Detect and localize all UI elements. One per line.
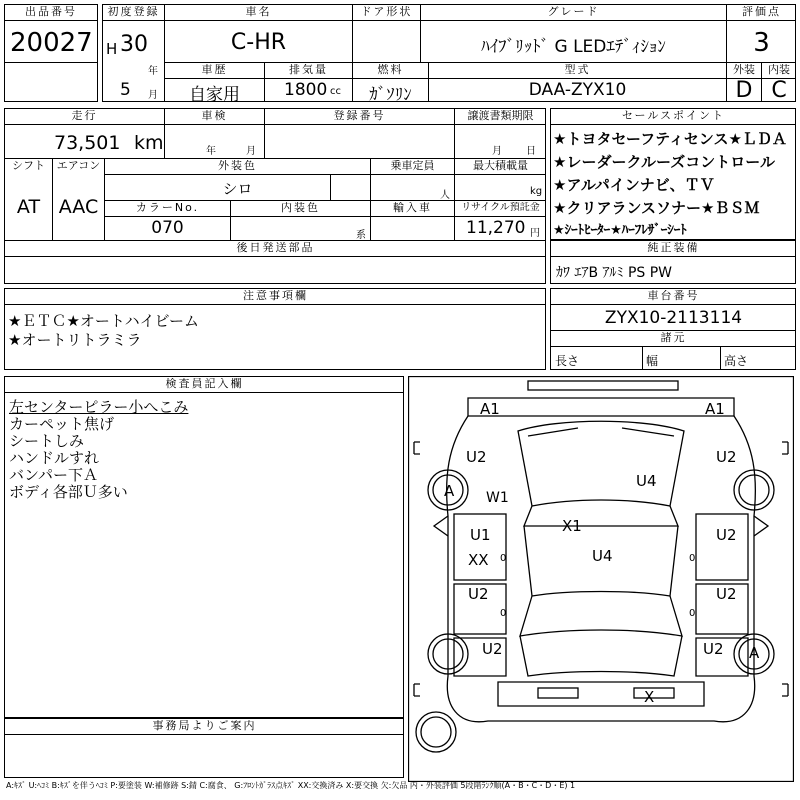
damage-mark: U2 [716, 448, 737, 466]
damage-mark: U1 [470, 526, 491, 544]
type-label: 型式 [564, 64, 591, 76]
damage-mark: U2 [468, 585, 489, 603]
inspector-line: 左センターピラー小へこみ [9, 398, 189, 416]
first-reg-year: 30 [120, 32, 148, 57]
inspector-line: シートしみ [9, 432, 85, 450]
exterior-value: D [735, 78, 753, 103]
intcolor-label: 内装色 [281, 202, 320, 214]
seat-mark: 0 [689, 608, 696, 619]
lot-label: 出品番号 [25, 6, 77, 18]
grade-value: ﾊｲﾌﾞﾘｯﾄﾞ G LEDｴﾃﾞｨｼｮﾝ [481, 37, 666, 57]
inspector-label: 検査員記入欄 [165, 378, 244, 390]
damage-mark: A [444, 482, 455, 500]
color-value: シロ [222, 180, 253, 198]
length-label: 長さ [555, 354, 580, 368]
sales-line: ★トヨタセーフティセンス★ＬＤＡ [553, 130, 787, 148]
model-name: C-HR [230, 30, 287, 55]
ac-label: エアコン [56, 160, 101, 172]
type-value: DAA-ZYX10 [528, 80, 627, 100]
history-value: 自家用 [189, 85, 240, 105]
damage-mark: U2 [703, 640, 724, 658]
inspection-month-unit: 月 [246, 146, 256, 157]
sales-line: ★クリアランスソナー★ＢＳＭ [553, 199, 760, 217]
damage-mark: U2 [482, 640, 503, 658]
transfer-month-unit: 月 [492, 146, 502, 157]
load-label: 最大積載量 [473, 160, 528, 172]
recycle-value: 11,270 [466, 218, 526, 238]
month-unit: 月 [148, 90, 158, 101]
mileage-value: 73,501 [54, 132, 121, 154]
colorno-value: 070 [151, 218, 184, 238]
damage-mark: A1 [705, 400, 725, 418]
damage-mark: A [749, 644, 760, 662]
equipment-label: 純正装備 [647, 242, 700, 254]
interior-value: C [771, 78, 787, 103]
colorno-label: カラーNo. [135, 202, 200, 214]
displacement-value: 1800 [284, 80, 328, 100]
damage-mark: X1 [562, 517, 582, 535]
history-label: 車歴 [201, 64, 228, 76]
interior-label: 内装 [768, 64, 790, 76]
spec-label: 諸元 [660, 332, 687, 344]
score-label: 評価点 [742, 6, 781, 18]
intcolor-unit: 系 [356, 230, 366, 241]
damage-mark: XX [468, 551, 489, 569]
score-value: 3 [753, 28, 770, 58]
equipment-value: ｶﾜ ｴｱB ｱﾙﾐ PS PW [556, 265, 673, 281]
shift-label: シフト [12, 160, 45, 172]
year-unit: 年 [148, 66, 158, 77]
era: H [106, 40, 118, 58]
height-label: 高さ [724, 354, 749, 368]
chassis-label: 車台番号 [647, 290, 700, 302]
mileage-label: 走行 [71, 110, 98, 122]
load-unit: kg [530, 186, 543, 197]
legend: A:ｷｽﾞ U:ﾍｺﾐ B:ｷｽﾞを伴うﾍｺﾐ P:要塗装 W:補修跡 S:錆 C:腐食、 G:ﾌﾛﾝﾄｶﾞﾗｽ点ｷｽﾞ XX:交換済み X:要交換 欠:欠品 内・外装評価 5段階ﾗﾝｸ順(A・B・C・D・E) 1 [6, 781, 576, 790]
mileage-unit: km [134, 132, 164, 154]
displacement-label: 排気量 [289, 64, 328, 76]
capacity-unit: 人 [440, 190, 450, 201]
damage-mark: A1 [480, 400, 500, 418]
damage-mark: X [644, 688, 655, 706]
sales-line: ★ｼｰﾄﾋｰﾀｰ★ﾊｰﾌﾚｻﾞｰｼｰﾄ [553, 223, 687, 238]
later-parts-label: 後日発送部品 [236, 242, 315, 254]
transfer-label: 譲渡書類期限 [467, 110, 534, 122]
office-label: 事務局よりご案内 [152, 720, 257, 732]
shift-value: AT [16, 196, 41, 218]
fuel-label: 燃料 [377, 64, 404, 76]
color-label: 外装色 [218, 160, 257, 172]
regno-label: 登録番号 [333, 110, 386, 122]
transfer-day-unit: 日 [526, 146, 536, 157]
displacement-unit: cc [330, 86, 341, 97]
sales-point-label: セールスポイント [621, 110, 725, 122]
grade-label: グレード [547, 6, 600, 18]
model-label: 車名 [245, 6, 272, 18]
damage-mark: U2 [466, 448, 487, 466]
recycle-label: リサイクル預託金 [461, 202, 540, 213]
seat-mark: 0 [500, 608, 507, 619]
inspector-line: バンパー下Ａ [9, 466, 98, 484]
damage-mark: U2 [716, 585, 737, 603]
notes-label: 注意事項欄 [243, 290, 308, 302]
lot-number: 20027 [10, 28, 93, 58]
sales-line: ★アルパインナビ、ＴＶ [553, 176, 715, 194]
door-label: ドア形状 [360, 6, 413, 18]
exterior-label: 外装 [733, 64, 755, 76]
damage-mark: U2 [716, 526, 737, 544]
inspection-label: 車検 [201, 110, 228, 122]
inspector-line: ボディ各部Ｕ多い [9, 483, 128, 501]
first-reg-month: 5 [120, 80, 131, 100]
capacity-label: 乗車定員 [390, 160, 435, 172]
sales-line: ★レーダークルーズコントロール [553, 153, 775, 171]
inspector-line: カーペット焦げ [9, 415, 115, 433]
recycle-unit: 円 [530, 228, 540, 239]
ac-value: AAC [58, 196, 99, 218]
inspection-year-unit: 年 [206, 146, 216, 157]
fuel-value: ｶﾞｿﾘﾝ [369, 85, 412, 105]
width-label: 幅 [646, 354, 659, 368]
inspector-line: ハンドルすれ [9, 449, 100, 467]
damage-mark: W1 [486, 490, 509, 506]
chassis-number: ZYX10-2113114 [604, 308, 743, 328]
import-label: 輸入車 [393, 202, 432, 214]
notes-line: ★ＥＴＣ★オートハイビーム [8, 312, 199, 330]
seat-mark: 0 [689, 553, 696, 564]
damage-mark: U4 [636, 472, 657, 490]
seat-mark: 0 [500, 553, 507, 564]
notes-line: ★オートリトラミラ [8, 331, 142, 349]
damage-mark: U4 [592, 547, 613, 565]
first-reg-label: 初度登録 [107, 6, 160, 18]
car-damage-diagram [408, 376, 794, 782]
